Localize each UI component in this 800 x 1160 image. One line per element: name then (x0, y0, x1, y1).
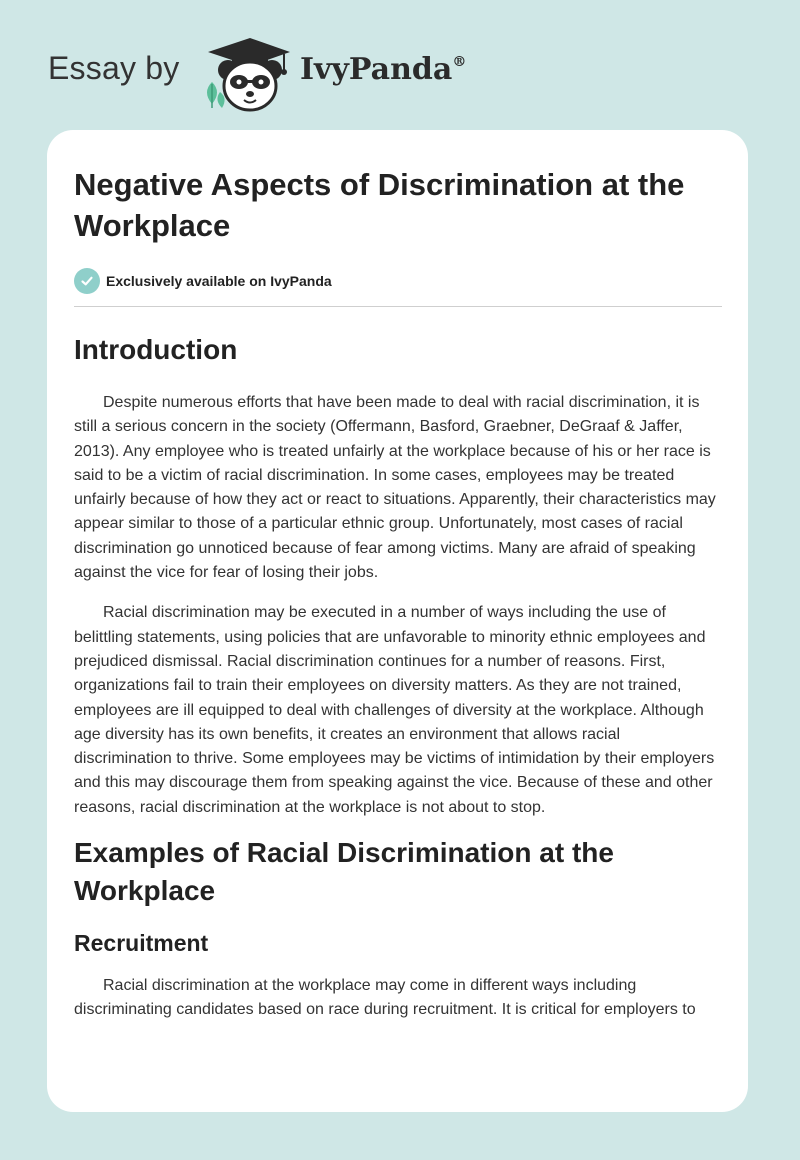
panda-graduate-icon (198, 34, 294, 114)
paragraph: Racial discrimination at the workplace may come in different ways including discriminating candidates based on race during recruitment. It is critical for employers to (74, 977, 696, 1019)
essay-card (47, 130, 748, 1112)
paragraph: Racial discrimination may be executed in a number of ways including the use of belittling statements, using policies that are unfavorable to minority ethnic employees and prejudiced dismissal. Racial discrimination continues for a number of reasons. First, organizations fail to train their employees on diversity matters. As they are not trained, employees are ill equipped to deal with challenges of diversity at the workplace. Although age diversity has its own benefits, it creates an environment that allows racial discrimination to thrive. Some employees may be victims of intimidation by their employers and this may discourage them from speaking against the vice. Because of these and other reasons, racial discrimination at the workplace is not about to stop. (74, 604, 715, 816)
section-heading-introduction: Introduction (74, 334, 238, 365)
check-circle-icon (74, 268, 100, 294)
brand-name[interactable]: IvyPanda® (300, 52, 467, 87)
essay-content (74, 164, 722, 1023)
site-header (48, 28, 548, 118)
section-heading-examples: Examples of Racial Discrimination at the Workplace (74, 837, 614, 907)
essay-by-label: Essay by (48, 50, 180, 86)
subheading-recruitment: Recruitment (74, 930, 209, 957)
paragraph: Despite numerous efforts that have been made to deal with racial discrimination, it is still a serious concern in the society (Offermann, Basford, Graebner, DeGraaf & Jaffer, 2013). Any employee who is treated unfairly at the workplace because of his or her race is said to be a victim of racial discrimination. In some cases, employees may be treated unfairly because of how they act or react to situations. Apparently, their characteristics may appear similar to those of a particular ethnic group. Unfortunately, most cases of racial discrimination go unnoticed because of fear among victims. Many are afraid of speaking against the vice for fear of losing their jobs. (74, 394, 716, 582)
divider (74, 306, 722, 307)
page-title: Negative Aspects of Discrimination at the Workplace (74, 167, 685, 243)
badge-label: Exclusively available on IvyPanda (106, 273, 332, 289)
exclusive-badge (74, 268, 722, 294)
registered-mark: ® (452, 54, 467, 70)
